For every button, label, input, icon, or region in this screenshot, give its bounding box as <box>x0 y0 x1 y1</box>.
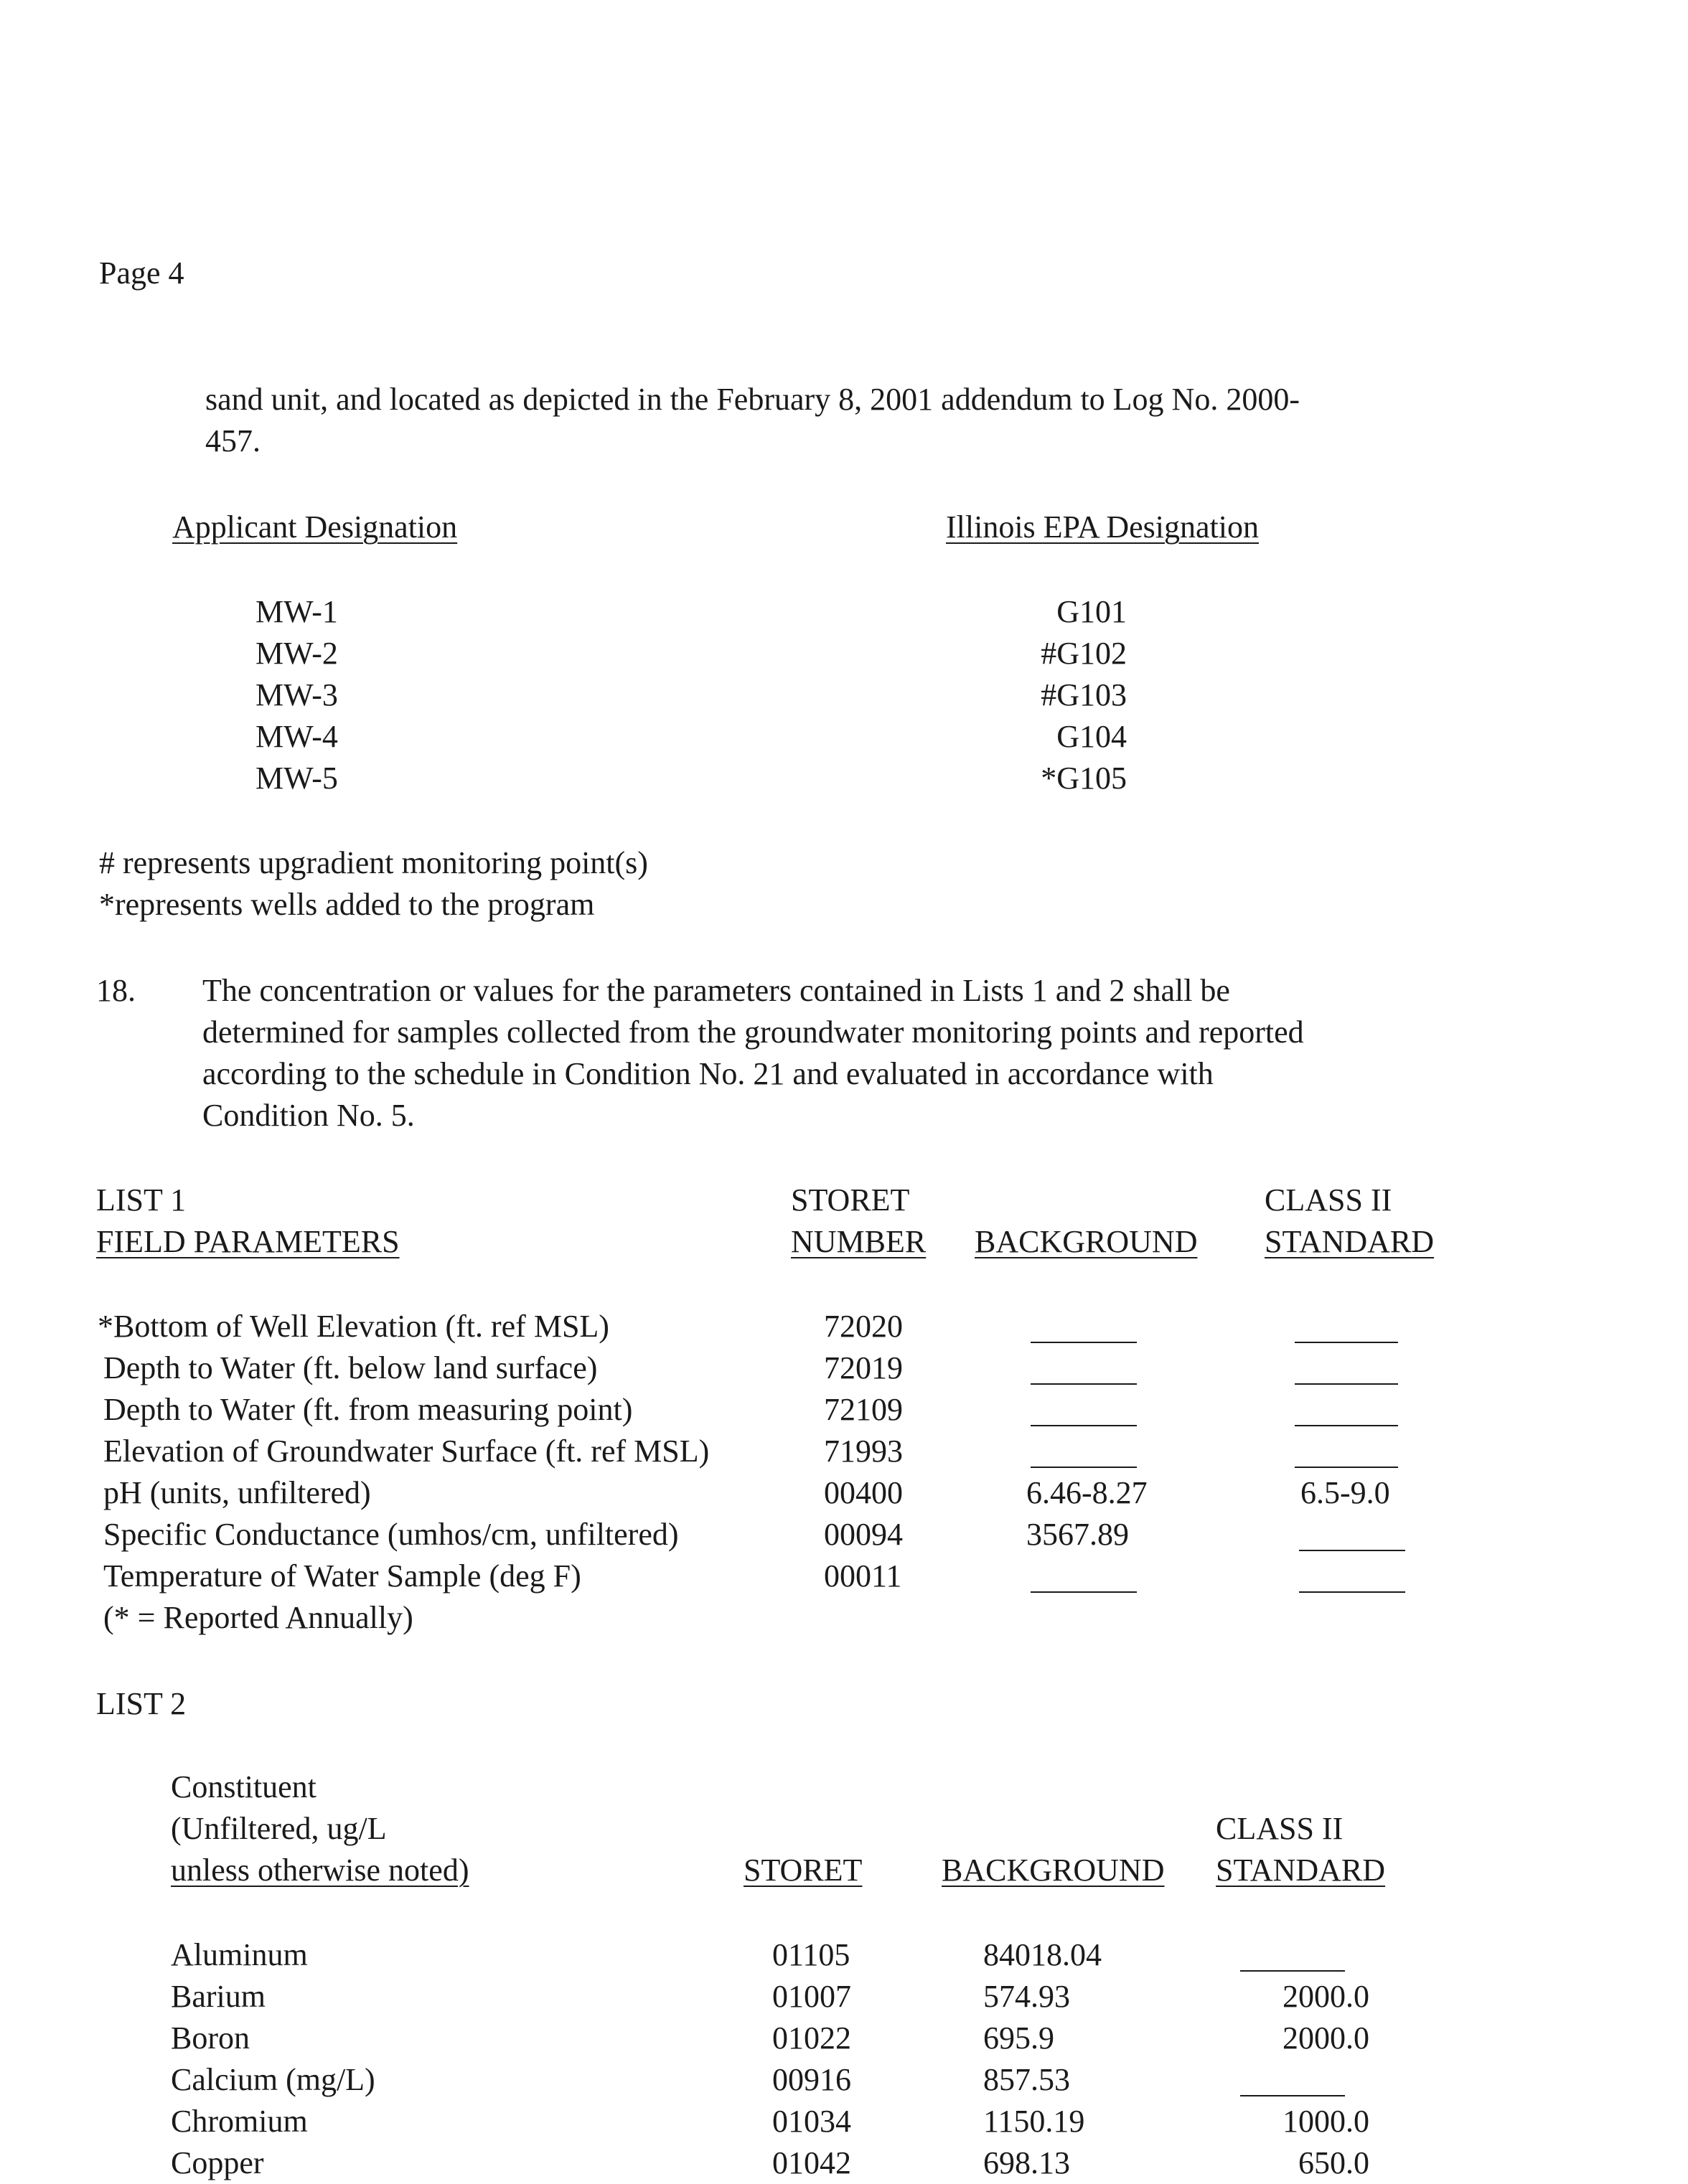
parameter-name: Depth to Water (ft. below land surface) <box>103 1350 598 1385</box>
background-value: 84018.04 <box>983 1937 1102 1972</box>
list2-storet-header: STORET <box>744 1853 863 1888</box>
standard-value: 650.0 <box>1298 2145 1369 2180</box>
blank-line <box>1295 1467 1398 1468</box>
constituent-header-line-1: Constituent <box>171 1769 316 1804</box>
blank-line <box>1295 1383 1398 1385</box>
blank-line <box>1240 2095 1345 2096</box>
epa-id: G101 <box>1056 594 1127 629</box>
storet-number: 00011 <box>824 1558 902 1594</box>
background-value: 698.13 <box>983 2145 1070 2180</box>
blank-line <box>1299 1591 1405 1593</box>
standard-value: 1000.0 <box>1283 2104 1369 2139</box>
applicant-id: MW-4 <box>255 719 338 754</box>
background-value: 3567.89 <box>1026 1517 1129 1552</box>
storet-number: 00094 <box>824 1517 903 1552</box>
applicant-id: MW-1 <box>255 594 338 629</box>
storet-number: 00400 <box>824 1475 903 1510</box>
epa-id: *G105 <box>1041 761 1127 796</box>
epa-id: #G102 <box>1041 636 1127 671</box>
standard-value: 2000.0 <box>1283 2020 1369 2056</box>
list1-class-header: CLASS II <box>1265 1182 1392 1218</box>
background-value: 1150.19 <box>983 2104 1085 2139</box>
applicant-id: MW-2 <box>255 636 338 671</box>
condition-line-3: according to the schedule in Condition No. 21 and evaluated in accordance with <box>202 1056 1214 1091</box>
condition-line-4: Condition No. 5. <box>202 1098 415 1133</box>
parameter-name: *Bottom of Well Elevation (ft. ref MSL) <box>98 1309 609 1344</box>
condition-line-2: determined for samples collected from the groundwater monitoring points and reported <box>202 1015 1304 1050</box>
parameter-name: Depth to Water (ft. from measuring point) <box>103 1392 633 1427</box>
blank-line <box>1031 1383 1137 1385</box>
page-number: Page 4 <box>99 255 184 291</box>
blank-line <box>1295 1342 1398 1343</box>
list2-standard-header: STANDARD <box>1216 1853 1386 1888</box>
storet-number: 01022 <box>772 2020 851 2056</box>
note-added-wells: *represents wells added to the program <box>99 887 595 922</box>
background-value: 695.9 <box>983 2020 1054 2056</box>
blank-line <box>1031 1467 1137 1468</box>
epa-id: G104 <box>1056 719 1127 754</box>
storet-number: 72109 <box>824 1392 903 1427</box>
list2-class-header: CLASS II <box>1216 1811 1344 1846</box>
blank-line <box>1240 1970 1345 1972</box>
list1-footnote: (* = Reported Annually) <box>103 1600 413 1635</box>
parameter-name: Elevation of Groundwater Surface (ft. ref MSL) <box>103 1434 710 1469</box>
applicant-id: MW-5 <box>255 761 338 796</box>
constituent-name: Copper <box>171 2145 264 2180</box>
constituent-name: Chromium <box>171 2104 308 2139</box>
list2-background-header: BACKGROUND <box>942 1853 1165 1888</box>
list1-background-header: BACKGROUND <box>975 1224 1198 1259</box>
constituent-header-line-3: unless otherwise noted) <box>171 1853 469 1888</box>
blank-line <box>1295 1425 1398 1426</box>
list1-number-header: NUMBER <box>791 1224 927 1259</box>
storet-number: 01042 <box>772 2145 851 2180</box>
storet-number: 01034 <box>772 2104 851 2139</box>
epa-id: #G103 <box>1041 677 1127 712</box>
blank-line <box>1031 1425 1137 1426</box>
intro-line-1: sand unit, and located as depicted in the February 8, 2001 addendum to Log No. 2000- <box>205 382 1300 417</box>
background-value: 574.93 <box>983 1979 1070 2014</box>
storet-number: 01007 <box>772 1979 851 2014</box>
constituent-name: Aluminum <box>171 1937 308 1972</box>
note-upgradient: # represents upgradient monitoring point(s) <box>99 845 648 880</box>
blank-line <box>1031 1342 1137 1343</box>
applicant-designation-header: Applicant Designation <box>172 509 458 545</box>
storet-number: 72020 <box>824 1309 903 1344</box>
constituent-name: Boron <box>171 2020 250 2056</box>
condition-number: 18. <box>96 973 136 1008</box>
constituent-header-line-2: (Unfiltered, ug/L <box>171 1811 387 1846</box>
parameter-name: pH (units, unfiltered) <box>103 1475 371 1510</box>
background-value: 6.46-8.27 <box>1026 1475 1148 1510</box>
blank-line <box>1299 1550 1405 1551</box>
list1-subtitle: FIELD PARAMETERS <box>96 1224 400 1259</box>
parameter-name: Specific Conductance (umhos/cm, unfiltered) <box>103 1517 679 1552</box>
storet-number: 72019 <box>824 1350 903 1385</box>
list1-standard-header: STANDARD <box>1265 1224 1435 1259</box>
storet-number: 71993 <box>824 1434 903 1469</box>
storet-number: 00916 <box>772 2062 851 2097</box>
list1-storet-header: STORET <box>791 1182 910 1218</box>
list2-title: LIST 2 <box>96 1686 187 1721</box>
constituent-name: Barium <box>171 1979 266 2014</box>
epa-designation-header: Illinois EPA Designation <box>946 509 1259 545</box>
standard-value: 2000.0 <box>1283 1979 1369 2014</box>
constituent-name: Calcium (mg/L) <box>171 2062 375 2097</box>
list1-title: LIST 1 <box>96 1182 187 1218</box>
condition-line-1: The concentration or values for the parameters contained in Lists 1 and 2 shall be <box>202 973 1230 1008</box>
parameter-name: Temperature of Water Sample (deg F) <box>103 1558 581 1594</box>
applicant-id: MW-3 <box>255 677 338 712</box>
standard-value: 6.5-9.0 <box>1300 1475 1390 1510</box>
background-value: 857.53 <box>983 2062 1070 2097</box>
storet-number: 01105 <box>772 1937 850 1972</box>
blank-line <box>1031 1591 1137 1593</box>
intro-line-2: 457. <box>205 423 261 458</box>
